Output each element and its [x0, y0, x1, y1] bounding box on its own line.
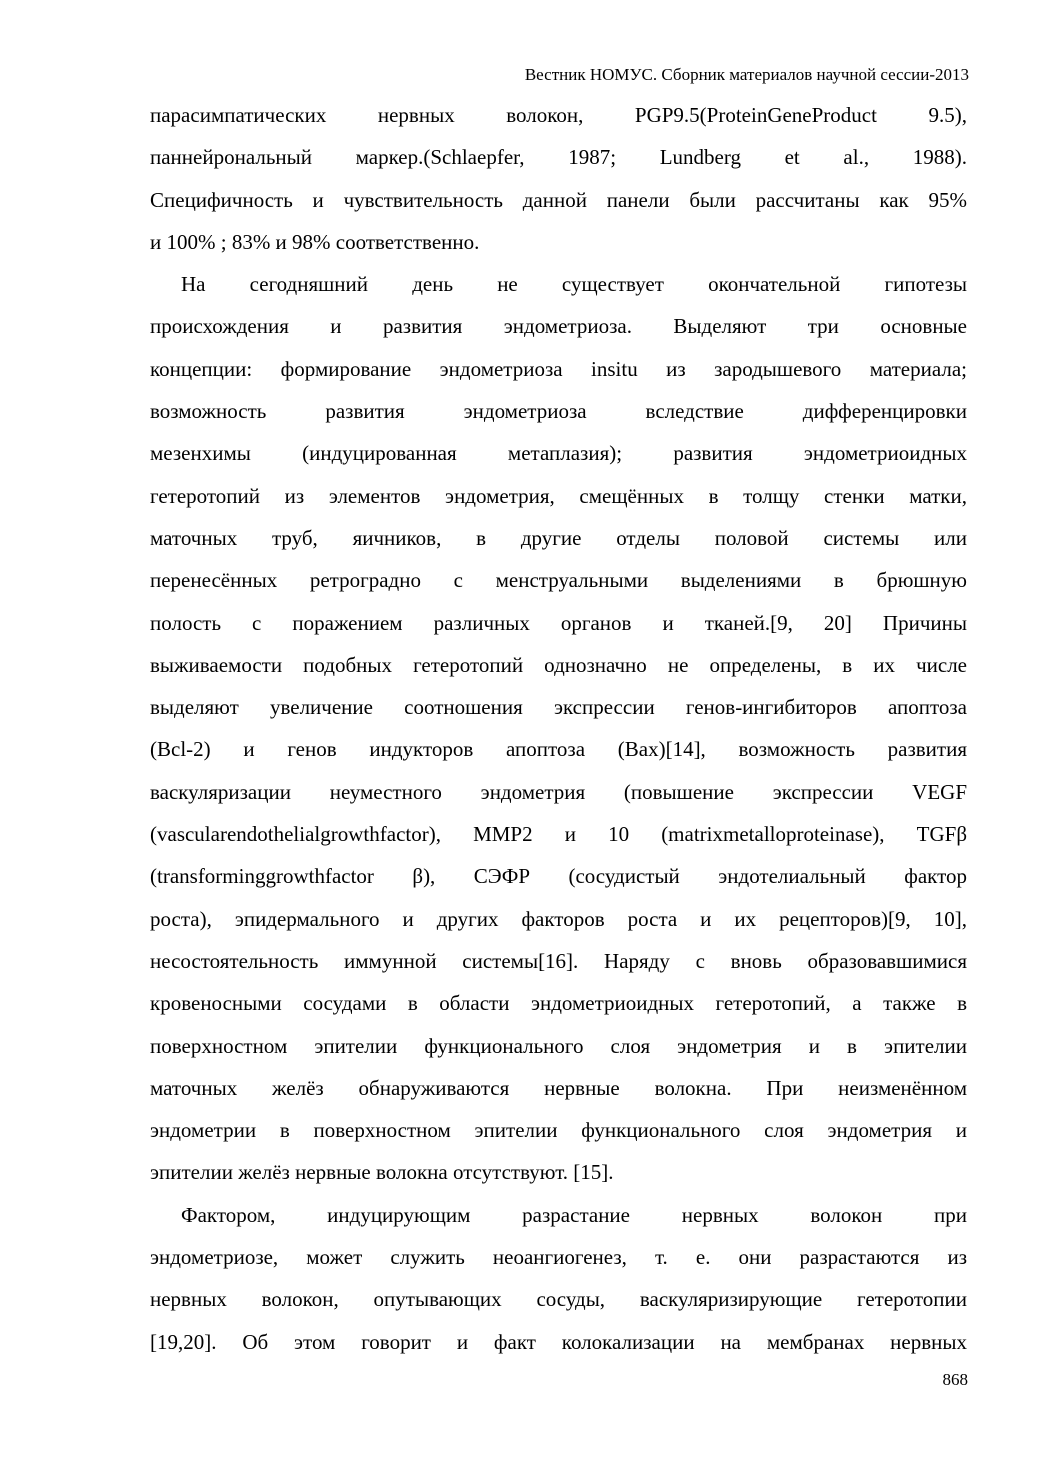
text-line: роста), эпидермального и других факторов роста и их рецепторов)[9, 10],: [150, 906, 967, 931]
text-line: Фактором, индуцирующим разрастание нервных волокон при: [181, 1202, 967, 1227]
text-line: выделяют увеличение соотношения экспрессии генов-ингибиторов апоптоза: [150, 695, 967, 720]
text-line: мезенхимы (индуцированная метаплазия); развития эндометриоидных: [150, 441, 967, 466]
text-line: маточных труб, яичников, в другие отделы половой системы или: [150, 525, 967, 550]
text-line: (transforminggrowthfactor β), СЭФР (сосудистый эндотелиальный фактор: [150, 864, 967, 889]
text-line: эндометриозе, может служить неоангиогенез, т. е. они разрастаются из: [150, 1245, 967, 1270]
text-line: перенесённых ретроградно с менструальными выделениями в брюшную: [150, 568, 967, 593]
text-line: концепции: формирование эндометриоза insitu из зародышевого материала;: [150, 356, 967, 381]
text-line: гетеротопий из элементов эндометрия, смещённых в толщу стенки матки,: [150, 483, 967, 508]
body-text: [150, 94, 967, 1363]
text-line: несостоятельность иммунной системы[16]. Наряду с вновь образовавшимися: [150, 948, 967, 973]
text-line: парасимпатических нервных волокон, PGP9.5(ProteinGeneProduct 9.5),: [150, 103, 967, 127]
text-line: маточных желёз обнаруживаются нервные волокна. При неизменённом: [150, 1075, 967, 1100]
text-line: кровеносными сосудами в области эндометриоидных гетеротопий, а также в: [150, 991, 967, 1016]
text-line: На сегодняшний день не существует окончательной гипотезы: [181, 272, 967, 297]
text-line: [19,20]. Об этом говорит и факт колокализации на мембранах нервных: [150, 1329, 967, 1354]
text-line: (vascularendothelialgrowthfactor), MMP2 и 10 (matrixmetalloproteinase), TGFβ: [150, 822, 967, 847]
page-number: 868: [942, 1370, 968, 1389]
running-header: Вестник НОМУС. Сборник материалов научной сессии-2013: [524, 65, 969, 84]
text-line: нервных волокон, опутывающих сосуды, васкуляризирующие гетеротопии: [150, 1287, 967, 1312]
text-line: васкуляризации неуместного эндометрия (повышение экспрессии VEGF: [150, 779, 967, 804]
text-line: полость с поражением различных органов и тканей.[9, 20] Причины: [150, 610, 967, 635]
text-line: эпителии желёз нервные волокна отсутствуют. [15].: [150, 1160, 614, 1185]
text-line: возможность развития эндометриоза вследствие дифференцировки: [150, 399, 967, 424]
text-line: выживаемости подобных гетеротопий однозначно не определены, в их числе: [150, 652, 967, 677]
text-line: Специфичность и чувствительность данной панели были рассчитаны как 95%: [150, 187, 967, 212]
text-line: поверхностном эпителии функционального слоя эндометрия и в эпителии: [150, 1033, 967, 1058]
text-line: паннейрональный маркер.(Schlaepfer, 1987; Lundberg et al., 1988).: [150, 145, 967, 170]
text-line: (Bcl-2) и генов индукторов апоптоза (Bax)[14], возможность развития: [150, 737, 967, 762]
text-line: и 100% ; 83% и 98% соответственно.: [150, 229, 480, 254]
text-line: происхождения и развития эндометриоза. Выделяют три основные: [150, 314, 967, 339]
text-line: эндометрии в поверхностном эпителии функционального слоя эндометрия и: [150, 1118, 967, 1143]
